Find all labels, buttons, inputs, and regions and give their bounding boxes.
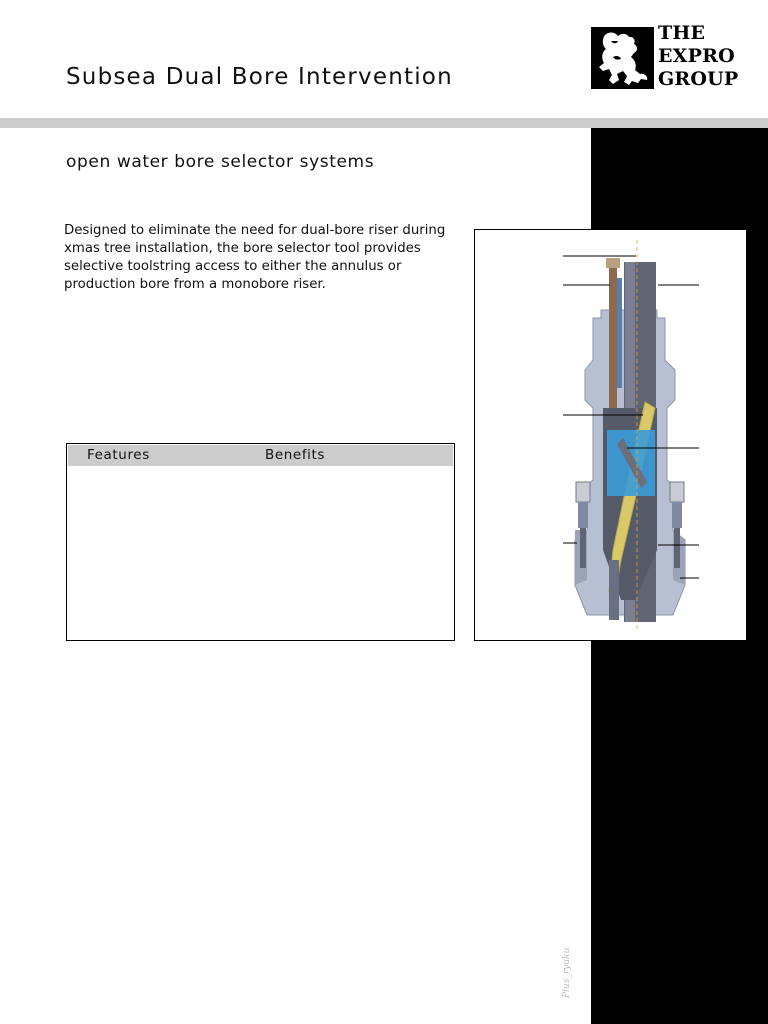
- header-divider: [0, 118, 768, 128]
- bore-selector-diagram: [474, 229, 747, 641]
- benefits-column-header: Benefits: [265, 447, 326, 463]
- logo-text-the: THE: [658, 22, 706, 44]
- page-title: Subsea Dual Bore Intervention: [66, 64, 453, 90]
- bore-selector-cross-section-icon: [475, 230, 746, 640]
- features-column-header: Features: [87, 447, 150, 463]
- logo-text-expro: EXPRO: [658, 45, 735, 67]
- intro-paragraph: Designed to eliminate the need for dual-bore riser during xmas tree installation, the bore selector tool provides selective toolstring access to either the annulus or production bore from a monobore riser.: [64, 223, 446, 292]
- logo-text-group: GROUP: [658, 68, 739, 90]
- watermark-text: Plus_ryuku: [562, 947, 572, 998]
- features-benefits-table: [66, 443, 455, 641]
- features-benefits-header: [68, 445, 453, 466]
- section-subtitle: open water bore selector systems: [66, 152, 375, 172]
- lion-rampant-icon: [591, 27, 654, 89]
- expro-logo: [591, 22, 741, 90]
